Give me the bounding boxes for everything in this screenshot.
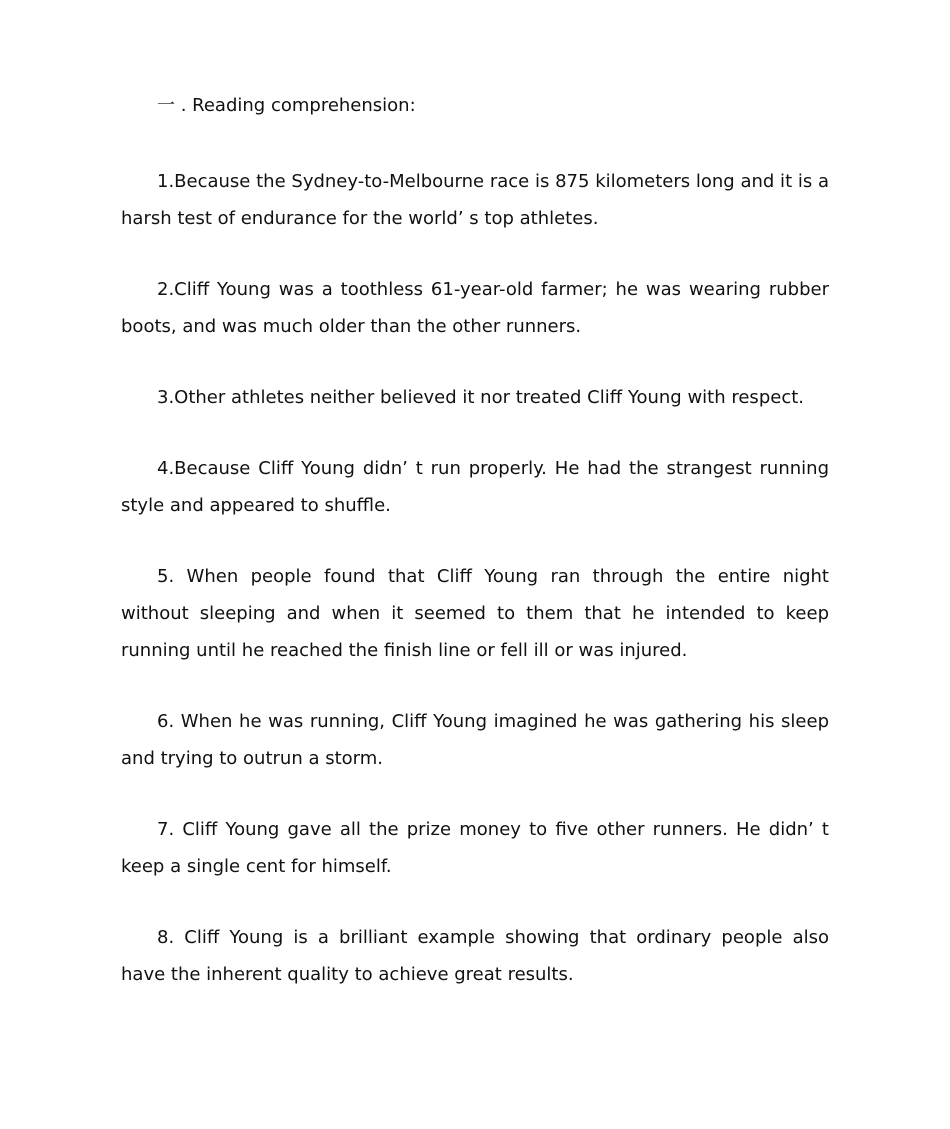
answer-paragraph-8: 8. Cliff Young is a brilliant example showing that ordinary people also have the inherent quality to achieve great results. [121,927,829,985]
section-heading: 一 . Reading comprehension: [157,95,416,116]
answer-paragraph-3: 3.Other athletes neither believed it nor treated Cliff Young with respect. [157,387,804,408]
answer-paragraph-4: 4.Because Cliff Young didn’ t run properly. He had the strangest running style and appeared to shuffle. [121,458,829,516]
answer-paragraph-7: 7. Cliff Young gave all the prize money to five other runners. He didn’ t keep a single cent for himself. [121,819,829,877]
answer-paragraph-1: 1.Because the Sydney-to-Melbourne race is 875 kilometers long and it is a harsh test of endurance for the world’ s top athletes. [121,171,829,229]
answer-paragraph-6: 6. When he was running, Cliff Young imagined he was gathering his sleep and trying to outrun a storm. [121,711,829,769]
document-page [121,92,829,1027]
answer-paragraph-5: 5. When people found that Cliff Young ran through the entire night without sleeping and when it seemed to them that he intended to keep running until he reached the finish line or fell ill or was injured. [121,566,829,661]
answer-paragraph-2: 2.Cliff Young was a toothless 61-year-old farmer; he was wearing rubber boots, and was much older than the other runners. [121,279,829,337]
